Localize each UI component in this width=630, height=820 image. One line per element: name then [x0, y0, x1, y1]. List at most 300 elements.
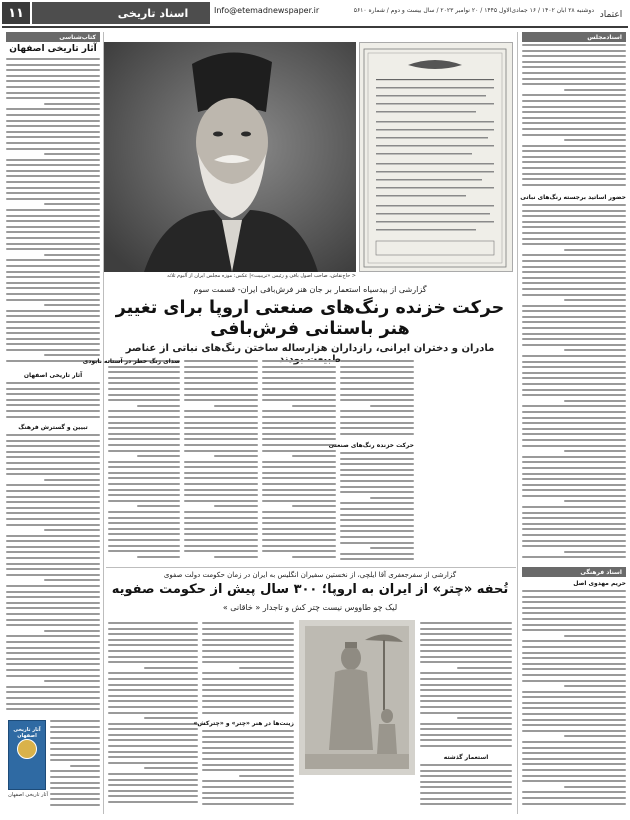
text-line: [6, 585, 100, 587]
text-line: [6, 462, 100, 464]
text-line: [6, 69, 100, 71]
text-line: [262, 366, 336, 368]
text-line: [108, 650, 198, 652]
text-line: [184, 360, 258, 362]
portrait-caption: < حاج‌نقاش، صاحب اصول بافی و رئیس «تریبیت»| عکس: موزه مجلس ایران از آلبوم ثلاثه: [167, 273, 356, 279]
text-line: [262, 388, 336, 390]
text-line: [50, 787, 100, 789]
text-line: [522, 344, 626, 346]
text-line: [108, 388, 180, 390]
text-line: [184, 444, 258, 446]
text-line: [6, 410, 100, 412]
text-line: [108, 661, 198, 663]
article-1-kicker: گزارشی از بیدسیاه استعمار بر جان هنر فرش‌بافی ایران- قسمت سوم: [193, 285, 427, 294]
article-1-subheadline: مادران و دختران ایرانی، رازداران هزارساله ساختن رنگ‌های نباتی از عناصر: [125, 343, 495, 354]
text-line: [522, 260, 626, 262]
text-line: [214, 505, 258, 507]
text-line: [144, 667, 198, 669]
tag-parliament-documents: اسنادمجلس: [522, 32, 626, 42]
text-line: [262, 438, 336, 440]
relief-photo: [299, 620, 415, 775]
text-line: [522, 150, 626, 152]
newspaper-logo: [596, 4, 626, 22]
text-line: [522, 83, 626, 85]
text-line: [262, 533, 336, 535]
text-line: [6, 440, 100, 442]
text-line: [340, 542, 414, 544]
text-line: [522, 467, 626, 469]
text-line: [522, 473, 626, 475]
text-line: [340, 371, 414, 373]
text-line: [108, 461, 180, 463]
text-line: [340, 486, 414, 488]
tag-cultural-documents: اسناد فرهنگی: [522, 567, 626, 577]
text-line: [522, 640, 626, 642]
text-line: [6, 473, 100, 475]
text-line: [108, 712, 198, 714]
text-line: [564, 139, 626, 141]
text-line: [420, 734, 512, 736]
text-line: [522, 422, 626, 424]
text-line: [522, 691, 626, 693]
document-image: [359, 43, 512, 272]
text-line: [202, 803, 294, 805]
text-line: [6, 382, 100, 384]
text-line: [44, 354, 100, 356]
text-line: [522, 122, 626, 124]
text-line: [6, 92, 100, 94]
text-line: [184, 517, 258, 519]
text-line: [6, 86, 100, 88]
text-line: [108, 784, 198, 786]
text-line: [108, 545, 180, 547]
text-line: [420, 700, 512, 702]
text-line: [108, 628, 198, 630]
text-line: [184, 371, 258, 373]
text-line: [6, 546, 100, 548]
text-line: [292, 505, 336, 507]
text-line: [522, 803, 626, 805]
text-line: [522, 128, 626, 130]
text-line: [6, 652, 100, 654]
text-line: [522, 55, 626, 57]
text-line: [420, 695, 512, 697]
text-line: [184, 388, 258, 390]
text-line: [202, 712, 294, 714]
text-line: [420, 781, 512, 783]
text-line: [420, 798, 512, 800]
article-2-kicker: گزارشی از سفرجعفری آقا ایلچی، از نخستین سفیران انگلیس به ایران در زمان حکومت دولت صفوی: [163, 571, 457, 579]
text-line: [202, 628, 294, 630]
text-line: [44, 304, 100, 306]
article-2-col-1a: [420, 622, 512, 752]
text-line: [50, 754, 100, 756]
text-line: [184, 438, 258, 440]
text-line: [184, 489, 258, 491]
text-line: [6, 75, 100, 77]
text-line: [6, 551, 100, 553]
text-line: [340, 469, 414, 471]
text-line: [239, 667, 294, 669]
text-line: [6, 512, 100, 514]
text-line: [6, 691, 100, 693]
text-line: [108, 700, 198, 702]
article-2-col-3: [108, 622, 198, 810]
text-line: [6, 215, 100, 217]
text-line: [6, 276, 100, 278]
text-line: [522, 478, 626, 480]
text-line: [108, 477, 180, 479]
text-line: [50, 742, 100, 744]
text-line: [184, 416, 258, 418]
text-line: [6, 80, 100, 82]
text-line: [184, 477, 258, 479]
text-line: [6, 635, 100, 637]
text-line: [420, 672, 512, 674]
text-line: [108, 801, 198, 803]
text-line: [522, 663, 626, 665]
text-line: [522, 243, 626, 245]
text-line: [50, 770, 100, 772]
text-line: [108, 745, 198, 747]
text-line: [6, 468, 100, 470]
text-line: [144, 767, 198, 769]
text-line: [522, 226, 626, 228]
text-line: [108, 416, 180, 418]
text-line: [522, 100, 626, 102]
text-line: [457, 667, 512, 669]
text-line: [522, 484, 626, 486]
text-line: [262, 483, 336, 485]
text-line: [202, 661, 294, 663]
text-line: [340, 388, 414, 390]
text-line: [6, 518, 100, 520]
text-line: [340, 519, 414, 521]
text-line: [340, 416, 414, 418]
text-line: [6, 271, 100, 273]
text-line: [340, 553, 414, 555]
text-line: [202, 678, 294, 680]
text-line: [108, 672, 198, 674]
text-line: [522, 439, 626, 441]
text-line: [44, 529, 100, 531]
text-line: [6, 484, 100, 486]
text-line: [108, 422, 180, 424]
text-line: [420, 803, 512, 805]
text-line: [564, 249, 626, 251]
text-line: [340, 382, 414, 384]
text-line: [108, 444, 180, 446]
text-line: [522, 394, 626, 396]
text-line: [420, 633, 512, 635]
text-line: [6, 187, 100, 189]
text-line: [522, 696, 626, 698]
text-line: [184, 539, 258, 541]
text-line: [522, 321, 626, 323]
text-line: [420, 684, 512, 686]
text-line: [262, 511, 336, 513]
text-line: [262, 550, 336, 552]
text-line: [522, 775, 626, 777]
text-line: [522, 111, 626, 113]
text-line: [108, 394, 180, 396]
text-line: [262, 472, 336, 474]
text-line: [522, 680, 626, 682]
contact-email[interactable]: Info@etemadnewspaper.ir: [214, 6, 320, 15]
text-line: [6, 125, 100, 127]
text-line: [44, 103, 100, 105]
logo-text: اعتماد: [599, 10, 623, 20]
text-line: [6, 568, 100, 570]
text-line: [6, 108, 100, 110]
text-line: [108, 472, 180, 474]
text-line: [6, 332, 100, 334]
text-line: [44, 680, 100, 682]
text-line: [202, 741, 294, 743]
text-line: [292, 556, 336, 558]
text-line: [202, 695, 294, 697]
text-line: [522, 210, 626, 212]
text-line: [522, 758, 626, 760]
text-line: [522, 456, 626, 458]
text-line: [522, 204, 626, 206]
text-line: [6, 159, 100, 161]
text-line: [340, 536, 414, 538]
text-line: [522, 173, 626, 175]
article-2-col-1b: [420, 764, 512, 810]
text-line: [420, 628, 512, 630]
article-divider: [106, 567, 516, 568]
text-line: [420, 792, 512, 794]
text-line: [108, 644, 198, 646]
text-line: [522, 657, 626, 659]
text-line: [6, 209, 100, 211]
text-line: [420, 775, 512, 777]
text-line: [108, 795, 198, 797]
book-cover-title: آثار تاریخی اصفهان: [13, 727, 41, 739]
text-line: [202, 764, 294, 766]
text-line: [50, 804, 100, 806]
text-line: [108, 528, 180, 530]
text-line: [564, 500, 626, 502]
text-line: [420, 745, 512, 747]
text-line: [420, 650, 512, 652]
text-line: [522, 528, 626, 530]
text-line: [340, 458, 414, 460]
text-line: [108, 539, 180, 541]
text-line: [108, 410, 180, 412]
text-line: [522, 780, 626, 782]
text-line: [6, 647, 100, 649]
article-2-subhead-b: استعمار گذشته: [443, 754, 489, 761]
text-line: [522, 383, 626, 385]
text-line: [522, 238, 626, 240]
text-line: [184, 466, 258, 468]
text-line: [522, 512, 626, 514]
book-cover-emblem: [17, 739, 37, 759]
text-line: [522, 590, 626, 592]
text-line: [522, 106, 626, 108]
text-line: [6, 619, 100, 621]
text-line: [6, 299, 100, 301]
text-line: [522, 506, 626, 508]
text-line: [262, 410, 336, 412]
text-line: [522, 310, 626, 312]
logo-icon: [596, 4, 626, 22]
portrait-photo: [104, 42, 356, 272]
text-line: [202, 736, 294, 738]
text-line: [340, 491, 414, 493]
text-line: [6, 226, 100, 228]
historical-document: [359, 42, 513, 272]
text-line: [6, 557, 100, 559]
right-column-body-2: [522, 204, 626, 564]
text-line: [6, 181, 100, 183]
text-line: [202, 769, 294, 771]
text-line: [6, 658, 100, 660]
article-1-headline: حرکت خزنده رنگ‌های صنعتی اروپا برای تغییر هنر باستانی فرش‌بافی: [115, 298, 505, 339]
text-line: [522, 556, 626, 558]
text-line: [6, 399, 100, 401]
text-line: [522, 730, 626, 732]
text-line: [262, 427, 336, 429]
text-line: [522, 66, 626, 68]
text-line: [6, 434, 100, 436]
text-line: [6, 248, 100, 250]
text-line: [184, 528, 258, 530]
text-line: [420, 706, 512, 708]
text-line: [108, 790, 198, 792]
text-line: [262, 461, 336, 463]
text-line: [108, 779, 198, 781]
text-line: [522, 50, 626, 52]
text-line: [420, 739, 512, 741]
text-line: [564, 685, 626, 687]
text-line: [522, 72, 626, 74]
text-line: [50, 748, 100, 750]
text-line: [6, 142, 100, 144]
text-line: [6, 675, 100, 677]
text-line: [184, 410, 258, 412]
text-line: [564, 635, 626, 637]
text-line: [420, 770, 512, 772]
text-line: [6, 310, 100, 312]
text-line: [522, 741, 626, 743]
text-line: [522, 271, 626, 273]
text-line: [108, 689, 198, 691]
text-line: [50, 776, 100, 778]
right-subhead-2: حریم مهدوی اصل: [573, 580, 626, 587]
text-line: [522, 646, 626, 648]
article-1-col-4: [82, 358, 180, 565]
text-line: [108, 678, 198, 680]
text-line: [522, 495, 626, 497]
left-column-body-4: [50, 720, 100, 810]
text-line: [202, 758, 294, 760]
text-line: [137, 455, 180, 457]
text-line: [108, 438, 180, 440]
text-line: [202, 639, 294, 641]
text-line: [202, 706, 294, 708]
text-line: [564, 551, 626, 553]
text-line: [44, 153, 100, 155]
text-line: [522, 461, 626, 463]
text-line: [214, 556, 258, 558]
text-line: [262, 382, 336, 384]
text-line: [6, 315, 100, 317]
text-line: [522, 769, 626, 771]
text-line: [262, 399, 336, 401]
text-line: [44, 203, 100, 205]
text-line: [202, 747, 294, 749]
text-line: [6, 602, 100, 604]
text-line: [340, 480, 414, 482]
text-line: [44, 479, 100, 481]
text-line: [137, 405, 180, 407]
text-line: [522, 361, 626, 363]
text-line: [108, 533, 180, 535]
text-line: [522, 221, 626, 223]
text-line: [522, 156, 626, 158]
text-line: [70, 765, 100, 767]
text-line: [522, 724, 626, 726]
text-line: [262, 360, 336, 362]
masthead-rule: [2, 26, 628, 28]
text-line: [262, 394, 336, 396]
text-line: [6, 321, 100, 323]
text-line: [262, 416, 336, 418]
text-line: [340, 530, 414, 532]
text-line: [184, 550, 258, 552]
text-line: [50, 731, 100, 733]
text-line: [214, 455, 258, 457]
text-line: [522, 338, 626, 340]
text-line: [420, 639, 512, 641]
text-line: [184, 433, 258, 435]
text-line: [108, 739, 198, 741]
text-line: [202, 730, 294, 732]
text-line: [262, 517, 336, 519]
text-line: [108, 494, 180, 496]
text-line: [6, 293, 100, 295]
article-1-col-1b: [340, 452, 414, 565]
left-column-title: آثار تاریخی اصفهان: [9, 44, 97, 54]
text-line: [522, 540, 626, 542]
text-line: [184, 545, 258, 547]
text-line: [522, 327, 626, 329]
text-line: [202, 780, 294, 782]
text-line: [6, 338, 100, 340]
text-line: [184, 427, 258, 429]
text-line: [6, 343, 100, 345]
text-line: [108, 723, 198, 725]
text-line: [6, 669, 100, 671]
text-line: [522, 44, 626, 46]
text-line: [6, 282, 100, 284]
text-line: [6, 220, 100, 222]
text-line: [6, 607, 100, 609]
text-line: [420, 656, 512, 658]
text-line: [202, 792, 294, 794]
article-2-subhead-a: زینت‌ها در هنر «چتر» و «چترکش»: [193, 720, 294, 727]
text-line: [262, 539, 336, 541]
text-line: [108, 639, 198, 641]
text-line: [522, 134, 626, 136]
left-column-body-1: [6, 58, 100, 370]
text-line: [50, 782, 100, 784]
text-line: [6, 327, 100, 329]
text-line: [6, 175, 100, 177]
